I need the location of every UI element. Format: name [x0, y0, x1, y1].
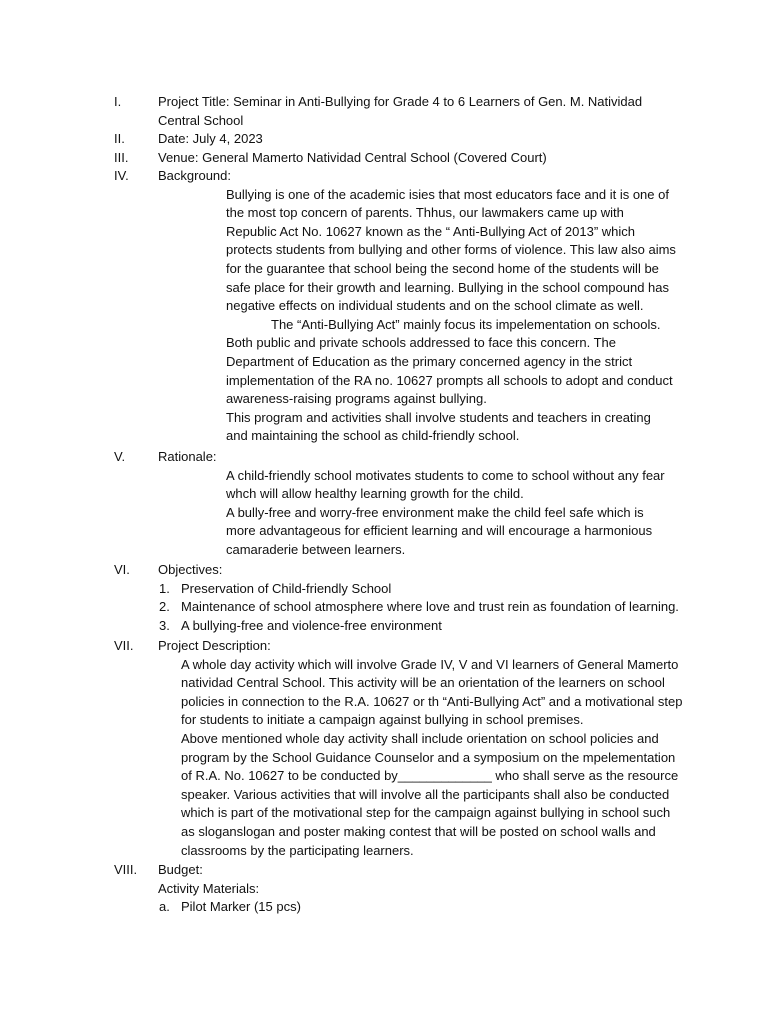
list-marker: 2.	[159, 599, 170, 615]
section-text: Project Title: Seminar in Anti-Bullying for Grade 4 to 6 Learners of Gen. M. Natividad Central School	[158, 94, 643, 128]
section-budget	[114, 861, 684, 917]
section-rationale	[114, 448, 684, 560]
background-paragraph-2: The “Anti-Bullying Act” mainly focus its impelementation on schools. Both public and private schools addressed to face this concern. The Department of Education as the primary concerned agency in the strict implementation of the RA no. 10627 prompts all schools to adopt and conduct awareness-raising programs against bullying.	[226, 316, 673, 407]
list-item	[159, 580, 684, 599]
section-heading: Objectives:	[158, 562, 223, 577]
list-item	[159, 898, 684, 917]
section-heading: Rationale:	[158, 449, 217, 464]
section-number: III.	[114, 150, 129, 165]
section-project-description	[114, 637, 684, 860]
list-item	[159, 617, 684, 636]
section-number: VII.	[114, 638, 134, 653]
section-text: Venue: General Mamerto Natividad Central School (Covered Court)	[158, 150, 547, 165]
list-item-text: Preservation of Child-friendly School	[181, 580, 392, 596]
section-objectives	[114, 561, 684, 635]
section-heading: Project Description:	[158, 638, 271, 653]
section-date	[114, 130, 684, 149]
section-number: VI.	[114, 562, 130, 577]
section-number: V.	[114, 449, 126, 464]
list-marker: 1.	[159, 580, 170, 596]
section-project-title	[114, 93, 684, 130]
list-item-text: Pilot Marker (15 pcs)	[181, 899, 301, 915]
section-number: IV.	[114, 168, 129, 183]
section-text: Date: July 4, 2023	[158, 131, 263, 146]
section-heading: Background:	[158, 168, 231, 183]
rationale-paragraph-1: A child-friendly school motivates students to come to school without any fear whch will allow healthy learning growth for the child.	[226, 467, 665, 502]
budget-subheading: Activity Materials:	[158, 880, 260, 896]
background-paragraph-1: Bullying is one of the academic isies that most educators face and it is one of the most top concern of parents. Thhus, our lawmakers came up with Republic Act No. 10627 known as the “ Anti-Bullying Act of 2013” which protects students from bullying and other forms of violence. This law also aims for the guarantee that school being the second home of the students will be safe place for their growth and learning. Bullying in the school compound has negative effects on individual students and on the school climate as well.	[226, 186, 676, 314]
list-item-text: A bullying-free and violence-free environment	[181, 617, 442, 633]
section-background	[114, 167, 684, 446]
rationale-paragraph-2: A bully-free and worry-free environment make the child feel safe which is more advantageous for efficient learning and will encourage a harmonious camaraderie between learners.	[226, 504, 653, 557]
section-number: I.	[114, 94, 122, 109]
section-number: VIII.	[114, 862, 138, 877]
section-number: II.	[114, 131, 125, 146]
description-paragraph-1: A whole day activity which will involve Grade IV, V and VI learners of General Mamerto natividad Central School. This activity will be an orientation of the learners on school policies in connection to the R.A. 10627 or th “Anti-Bullying Act” and a motivational step for students to initiate a campaign against bullying in school premises.	[181, 656, 683, 728]
list-marker: a.	[159, 899, 170, 915]
section-venue	[114, 149, 684, 168]
background-paragraph-3: This program and activities shall involve students and teachers in creating and maintaining the school as child-friendly school.	[226, 409, 651, 444]
list-marker: 3.	[159, 617, 170, 633]
list-item	[159, 598, 684, 617]
section-heading: Budget:	[158, 862, 203, 877]
description-paragraph-2: Above mentioned whole day activity shall include orientation on school policies and program by the School Guidance Counselor and a symposium on the mpelementation of R.A. No. 10627 to be conducted by_____________ who shall serve as the resource speaker. Various activities that will involve all the participants shall also be conducted which is part of the motivational step for the campaign against bullying in school such as sloganslogan and poster making contest that will be posted on school walls and classrooms by the participating learners.	[181, 730, 679, 858]
list-item-text: Maintenance of school atmosphere where love and trust rein as foundation of learning.	[181, 599, 679, 615]
